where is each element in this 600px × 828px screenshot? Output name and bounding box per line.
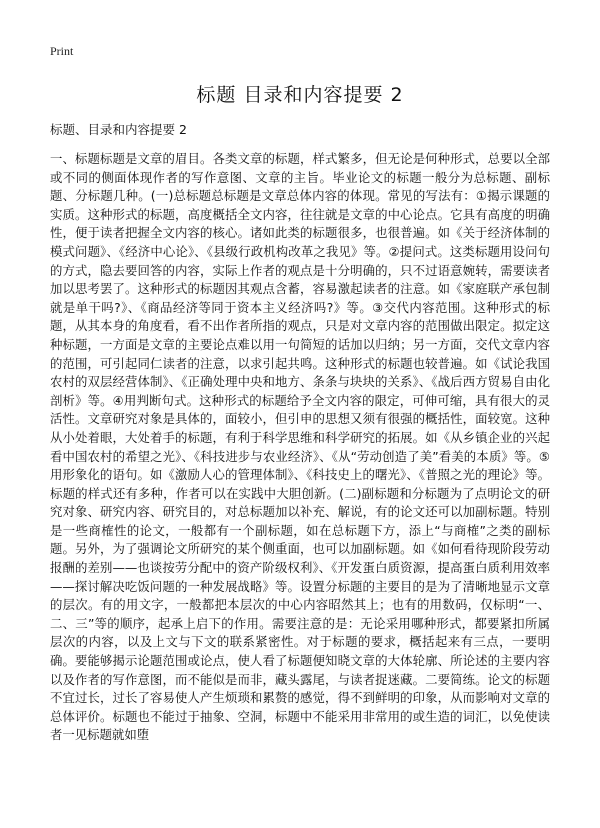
- document-subtitle: 标题、目录和内容提要 2: [50, 122, 187, 137]
- print-link[interactable]: Print: [50, 44, 74, 58]
- document-body: 一、标题标题是文章的眉目。各类文章的标题，样式繁多，但无论是何种形式，总要以全部或不同的侧面体现作者的写作意图、文章的主旨。毕业论文的标题一般分为总标题、副标题、分标题几种。(一)总标题总标题是文章总体内容的体现。常见的写法有：①揭示课题的实质。这种形式的标题，高度概括全文内容，往往就是文章的中心论点。它具有高度的明确性，便于读者把握全文内容的核心。诸如此类的标题很多，也很普遍。如《关于经济体制的模式问题》、《经济中心论》、《县级行政机构改革之我见》等。②提问式。这类标题用设问句的方式，隐去要回答的内容，实际上作者的观点是十分明确的，只不过语意婉转，需要读者加以思考罢了。这种形式的标题因其观点含蓄，容易激起读者的注意。如《家庭联产承包制就是单干吗?》、《商品经济等同于资本主义经济吗?》等。③交代内容范围。这种形式的标题，从其本身的角度看，看不出作者所指的观点，只是对文章内容的范围做出限定。拟定这种标题，一方面是文章的主要论点难以用一句简短的话加以归纳；另一方面，交代文章内容的范围，可引起同仁读者的注意，以求引起共鸣。这种形式的标题也较普遍。如《试论我国农村的双层经营体制》、《正确处理中央和地方、条条与块块的关系》、《战后西方贸易自由化剖析》等。④用判断句式。这种形式的标题给予全文内容的限定，可伸可缩，具有很大的灵活性。文章研究对象是具体的，面较小，但引申的思想又须有很强的概括性，面较宽。这种从小处着眼，大处着手的标题，有利于科学思维和科学研究的拓展。如《从乡镇企业的兴起看中国农村的希望之光》、《科技进步与农业经济》、《从“劳动创造了美”看美的本质》等。⑤用形象化的语句。如《激励人心的管理体制》、《科技史上的曙光》、《普照之光的理论》等。标题的样式还有多种，作者可以在实践中大胆创新。(二)副标题和分标题为了点明论文的研究对象、研究内容、研究目的，对总标题加以补充、解说，有的论文还可以加副标题。特别是一些商榷性的论文，一般都有一个副标题，如在总标题下方，添上“与商榷”之类的副标题。另外，为了强调论文所研究的某个侧重面，也可以加副标题。如《如何看待现阶段劳动报酬的差别——也谈按劳分配中的资产阶级权利》、《开发蛋白质资源，提高蛋白质利用效率——探讨解决吃饭问题的一种发展战略》等。设置分标题的主要目的是为了清晰地显示文章的层次。有的用文字，一般都把本层次的中心内容昭然其上；也有的用数码，仅标明“一、二、三”等的顺序，起承上启下的作用。需要注意的是：无论采用哪种形式，都要紧扣所属层次的内容，以及上文与下文的联系紧密性。对于标题的要求，概括起来有三点，一要明确。要能够揭示论题范围或论点，使人看了标题便知晓文章的大体轮廓、所论述的主要内容以及作者的写作意图，而不能似是而非，藏头露尾，与读者捉迷藏。二要简练。论文的标题不宜过长，过长了容易使人产生烦琐和累赘的感觉，得不到鲜明的印象，从而影响对文章的总体评价。标题也不能过于抽象、空洞，标题中不能采用非常用的或生造的词汇，以免使读者一见标题就如堕: [50, 151, 550, 743]
- document-title: 标题 目录和内容提要 2: [196, 84, 404, 106]
